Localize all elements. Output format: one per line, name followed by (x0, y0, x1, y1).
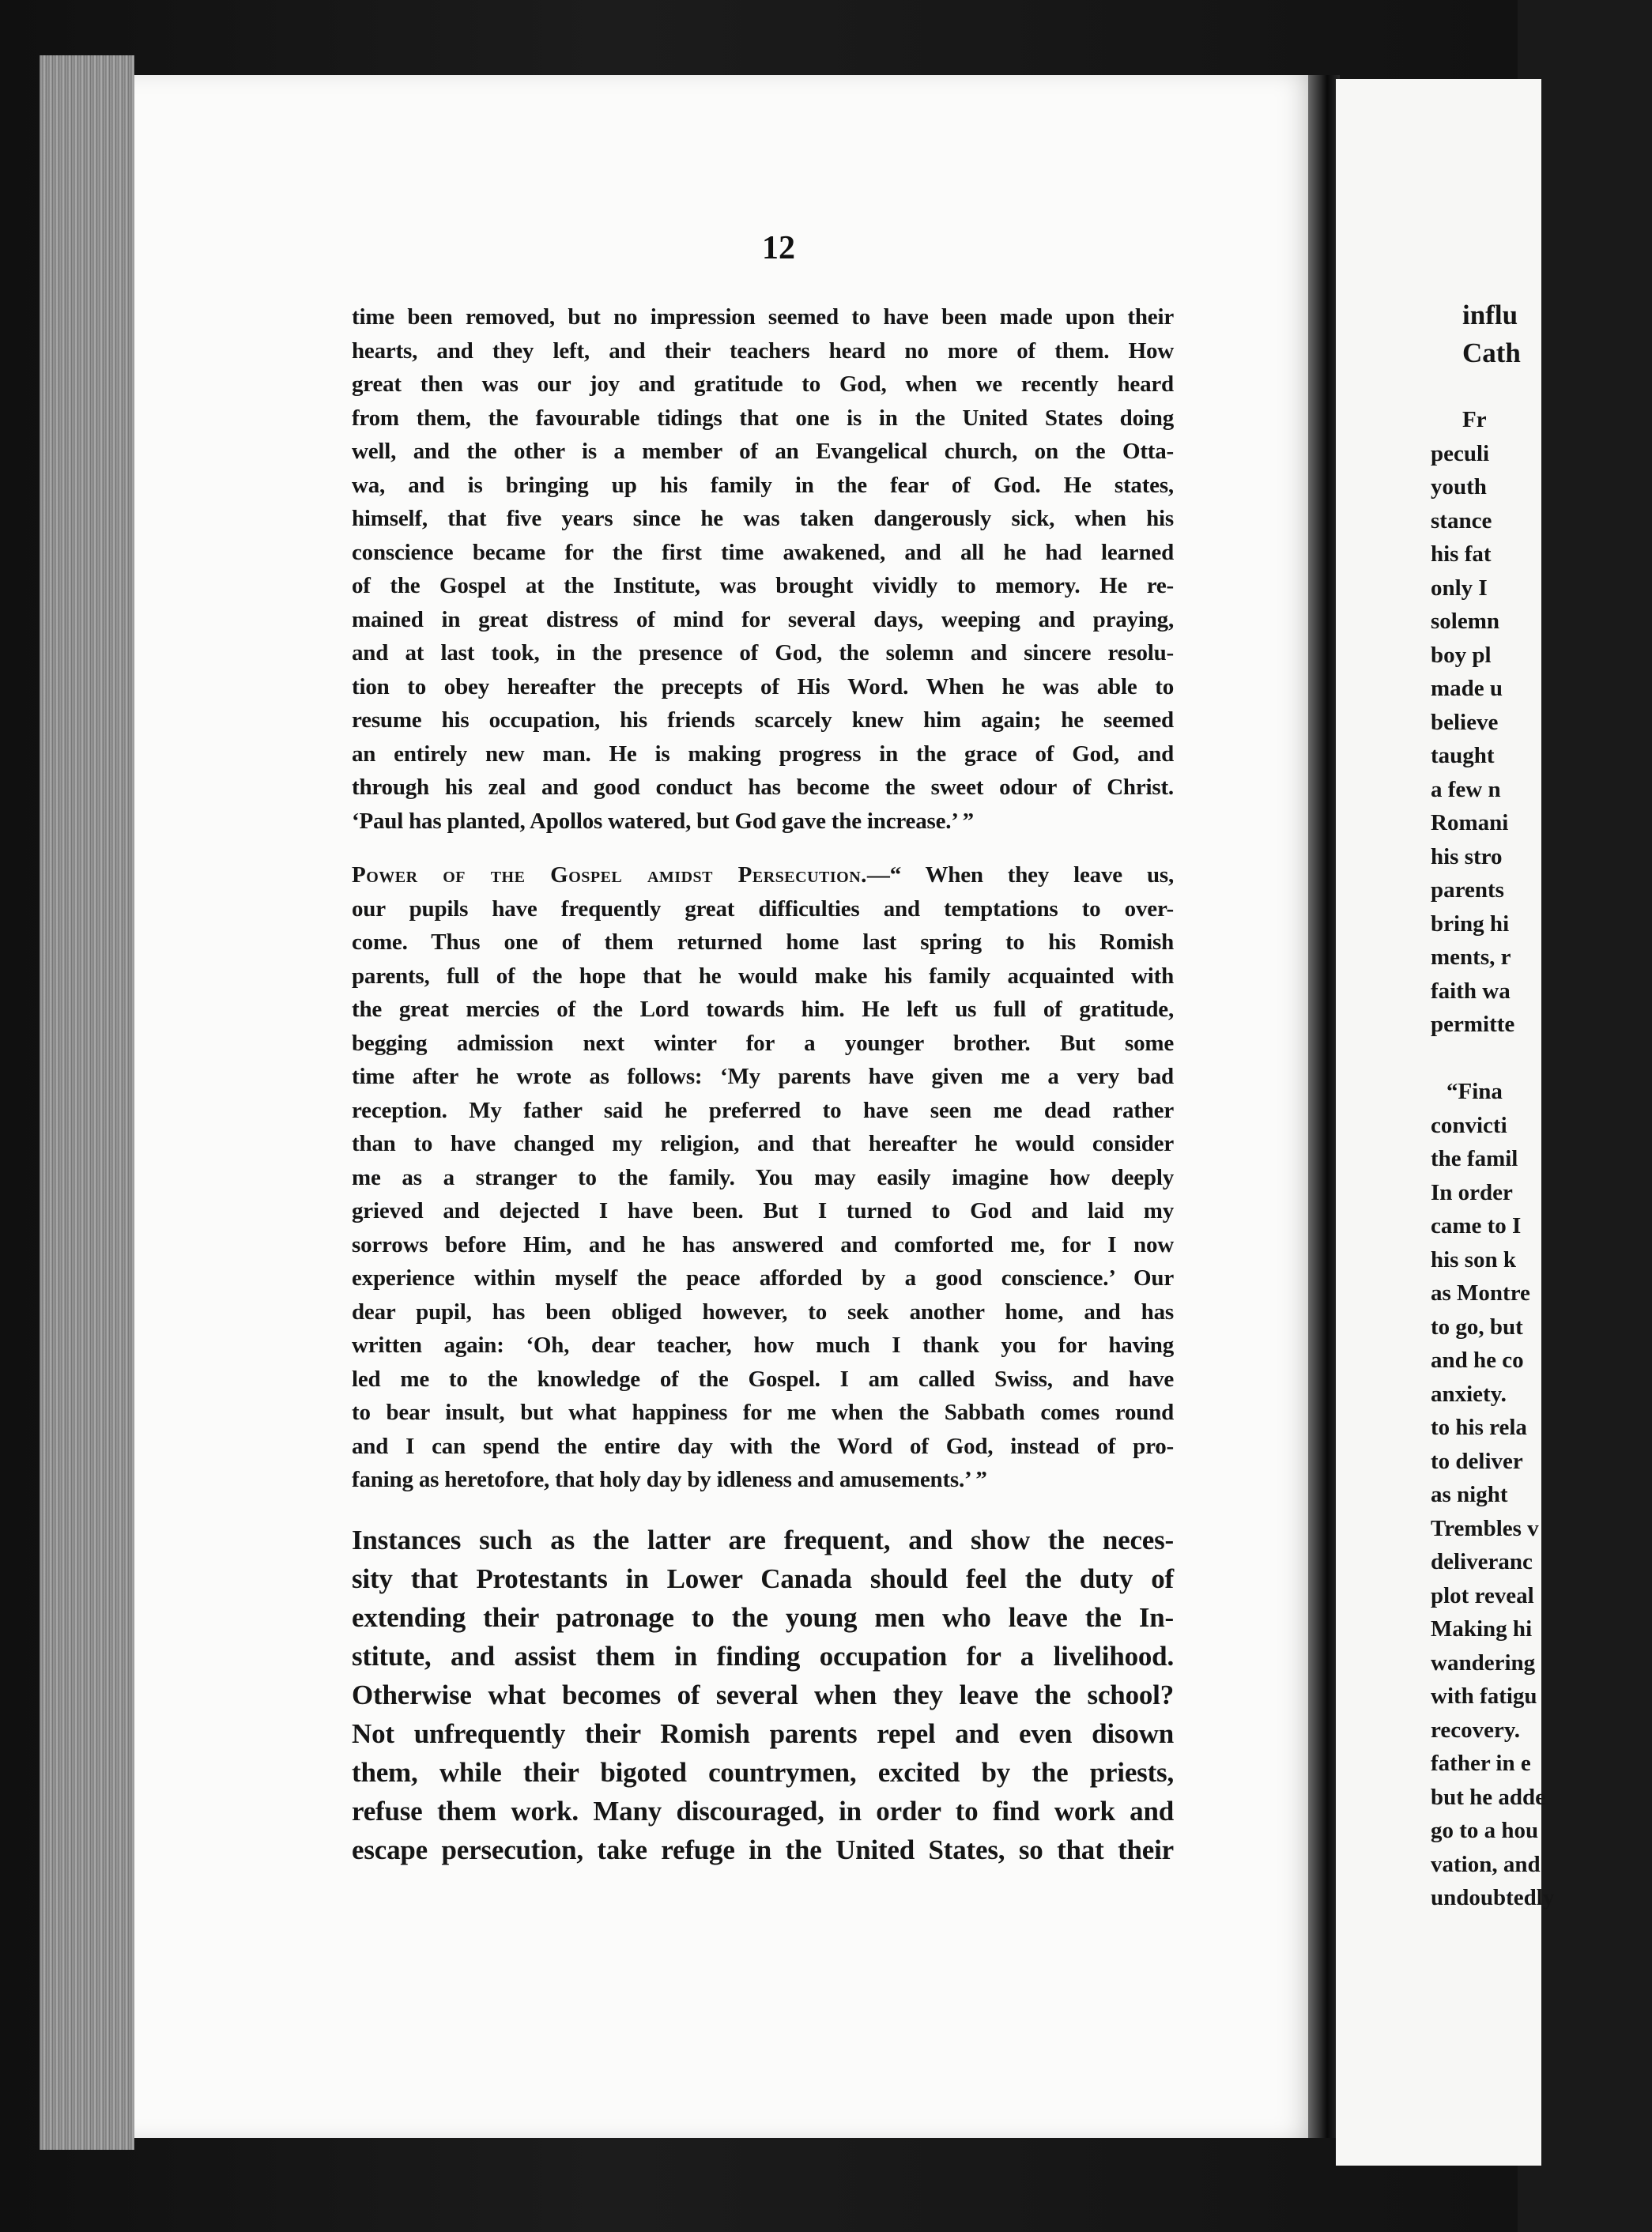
text-line: sity that Protestants in Lower Canada should feel the duty of (352, 1563, 1174, 1594)
facing-line: go to a hou (1431, 1818, 1539, 1843)
facing-line: boy pl (1431, 642, 1492, 668)
facing-line: the famil (1431, 1146, 1518, 1171)
text-line: from them, the favourable tidings that one is in the United States doing (352, 405, 1174, 431)
paragraph-persecution (352, 858, 1174, 1497)
text-line: to bear insult, but what happiness for me when the Sabbath comes round (352, 1400, 1174, 1425)
text-line: led me to the knowledge of the Gospel. I am called Swiss, and have (352, 1366, 1174, 1392)
facing-page-text (1462, 296, 1652, 372)
text-line: of the Gospel at the Institute, was brought vividly to memory. He re- (352, 573, 1174, 598)
facing-line: undoubtedly (1431, 1885, 1555, 1910)
text-line: me as a stranger to the family. You may easily imagine how deeply (352, 1164, 1174, 1190)
facing-heading-line: Cath (1462, 337, 1521, 368)
facing-line: parents (1431, 877, 1504, 903)
paragraph-appeal (352, 1521, 1174, 1869)
text-line: tion to obey hereafter the precepts of His Word. When he was able to (352, 673, 1174, 699)
facing-line: In order (1431, 1179, 1513, 1205)
facing-line: Making hi (1431, 1616, 1533, 1642)
facing-line: peculi (1431, 440, 1490, 466)
facing-line: to his rela (1431, 1415, 1527, 1440)
facing-line: as night (1431, 1482, 1508, 1507)
text-line: an entirely new man. He is making progress in the grace of God, and (352, 741, 1174, 767)
text-line: begging admission next winter for a younger brother. But some (352, 1030, 1174, 1056)
text-line: faning as heretofore, that holy day by idleness and amusements.’ ” (352, 1467, 987, 1492)
facing-line: convicti (1431, 1112, 1507, 1138)
text-line: Instances such as the latter are frequent, and show the neces- (352, 1524, 1174, 1555)
text-line: ‘Paul has planted, Apollos watered, but God gave the increase.’ ” (352, 808, 974, 834)
facing-line: deliveranc (1431, 1549, 1533, 1574)
facing-heading-line: influ (1462, 300, 1518, 330)
facing-line: Trembles v (1431, 1515, 1539, 1541)
text-line: come. Thus one of them returned home last spring to his Romish (352, 929, 1174, 955)
text-line: grieved and dejected I have been. But I turned to God and laid my (352, 1198, 1174, 1223)
facing-line: “Fina (1446, 1079, 1503, 1104)
book-gutter (1308, 75, 1340, 2138)
text-line: through his zeal and good conduct has become the sweet odour of Christ. (352, 775, 1174, 800)
text-line: escape persecution, take refuge in the United States, so that their (352, 1834, 1174, 1865)
text-line: extending their patronage to the young men who leave the In- (352, 1601, 1174, 1633)
text-line: them, while their bigoted countrymen, excited by the priests, (352, 1756, 1174, 1788)
facing-line: to deliver (1431, 1448, 1523, 1474)
facing-line: anxiety. (1431, 1381, 1507, 1407)
facing-line: and he co (1431, 1348, 1524, 1373)
facing-line: wandering (1431, 1649, 1536, 1676)
facing-line: ments, r (1431, 944, 1511, 970)
text-line: experience within myself the peace afforded by a good conscience.’ Our (352, 1265, 1174, 1291)
facing-line: with fatigu (1431, 1683, 1537, 1709)
facing-line: youth (1431, 474, 1487, 500)
facing-line: father in e (1431, 1751, 1531, 1776)
facing-line: Romani (1431, 810, 1509, 835)
text-line: mained in great distress of mind for several days, weeping and praying, (352, 606, 1174, 632)
text-line: wa, and is bringing up his family in the fear of God. He states, (352, 472, 1174, 498)
text-line: parents, full of the hope that he would make his family acquainted with (352, 963, 1174, 989)
text-line: refuse them work. Many discouraged, in order to find work and (352, 1795, 1174, 1827)
facing-line: came to I (1431, 1213, 1522, 1239)
text-line: reception. My father said he preferred to have seen me dead rather (352, 1097, 1174, 1123)
facing-line: a few n (1431, 776, 1501, 802)
text-line: sorrows before Him, and he has answered and comforted me, for I now (352, 1231, 1174, 1257)
text-line: time been removed, but no impression seemed to have been made upon their (352, 304, 1174, 330)
text-line: and at last took, in the presence of God, the solemn and sincere resolu- (352, 640, 1174, 665)
facing-page-body (1431, 403, 1620, 1915)
text-line: dear pupil, has been obliged however, to seek another home, and has (352, 1299, 1174, 1325)
page-stack-edge (40, 55, 134, 2150)
text-line: conscience became for the first time awakened, and all he had learned (352, 539, 1174, 565)
text-line: and I can spend the entire day with the Word of God, instead of pro- (352, 1433, 1174, 1459)
text-line: than to have changed my religion, and that hereafter he would consider (352, 1131, 1174, 1156)
facing-line: made u (1431, 676, 1503, 701)
text-column (352, 300, 1174, 1869)
facing-line: vation, and (1431, 1851, 1541, 1877)
text-line: Not unfrequently their Romish parents repel and even disown (352, 1717, 1174, 1749)
text-line: Otherwise what becomes of several when they leave the school? (352, 1679, 1174, 1710)
facing-line: bring hi (1431, 911, 1510, 937)
text-line: great then was our joy and gratitude to God, when we recently heard (352, 371, 1174, 397)
text-line: well, and the other is a member of an Evangelical church, on the Otta- (352, 439, 1174, 464)
facing-line: but he adde (1431, 1784, 1546, 1810)
text-line: our pupils have frequently great difficulties and temptations to over- (352, 895, 1174, 922)
facing-line: to go, but (1431, 1314, 1523, 1340)
text-line: written again: ‘Oh, dear teacher, how much I thank you for having (352, 1333, 1174, 1358)
facing-line (1431, 1042, 1620, 1076)
text-fragment: —“ When they leave us, (866, 862, 1175, 888)
facing-line: taught (1431, 743, 1495, 768)
facing-line: faith wa (1431, 978, 1511, 1004)
text-line: himself, that five years since he was taken dangerously sick, when his (352, 506, 1174, 531)
facing-line: stance (1431, 507, 1492, 533)
text-line: the great mercies of the Lord towards him. He left us full of gratitude, (352, 997, 1174, 1022)
facing-line: his fat (1431, 541, 1492, 567)
text-line: stitute, and assist them in finding occupation for a livelihood. (352, 1640, 1174, 1672)
text-line (352, 858, 1174, 892)
text-line: hearts, and they left, and their teachers heard no more of them. How (352, 337, 1174, 364)
text-line: time after he wrote as follows: ‘My parents have given me a very bad (352, 1064, 1174, 1089)
text-line: resume his occupation, his friends scarcely knew him again; he seemed (352, 707, 1174, 733)
facing-line: plot reveal (1431, 1582, 1534, 1608)
facing-line: solemn (1431, 609, 1499, 634)
facing-line: his son k (1431, 1246, 1517, 1272)
facing-line: as Montre (1431, 1280, 1530, 1306)
facing-line: believe (1431, 709, 1499, 735)
paragraph-conversion-report (352, 300, 1174, 838)
facing-line: his stro (1431, 843, 1503, 869)
facing-line: recovery. (1431, 1717, 1520, 1743)
facing-line: permitte (1431, 1012, 1515, 1037)
facing-line: only I (1431, 575, 1488, 601)
facing-line: Fr (1462, 407, 1487, 432)
section-heading: Power of the Gospel amidst Persecution. (352, 862, 867, 888)
page-number: 12 (762, 230, 795, 266)
